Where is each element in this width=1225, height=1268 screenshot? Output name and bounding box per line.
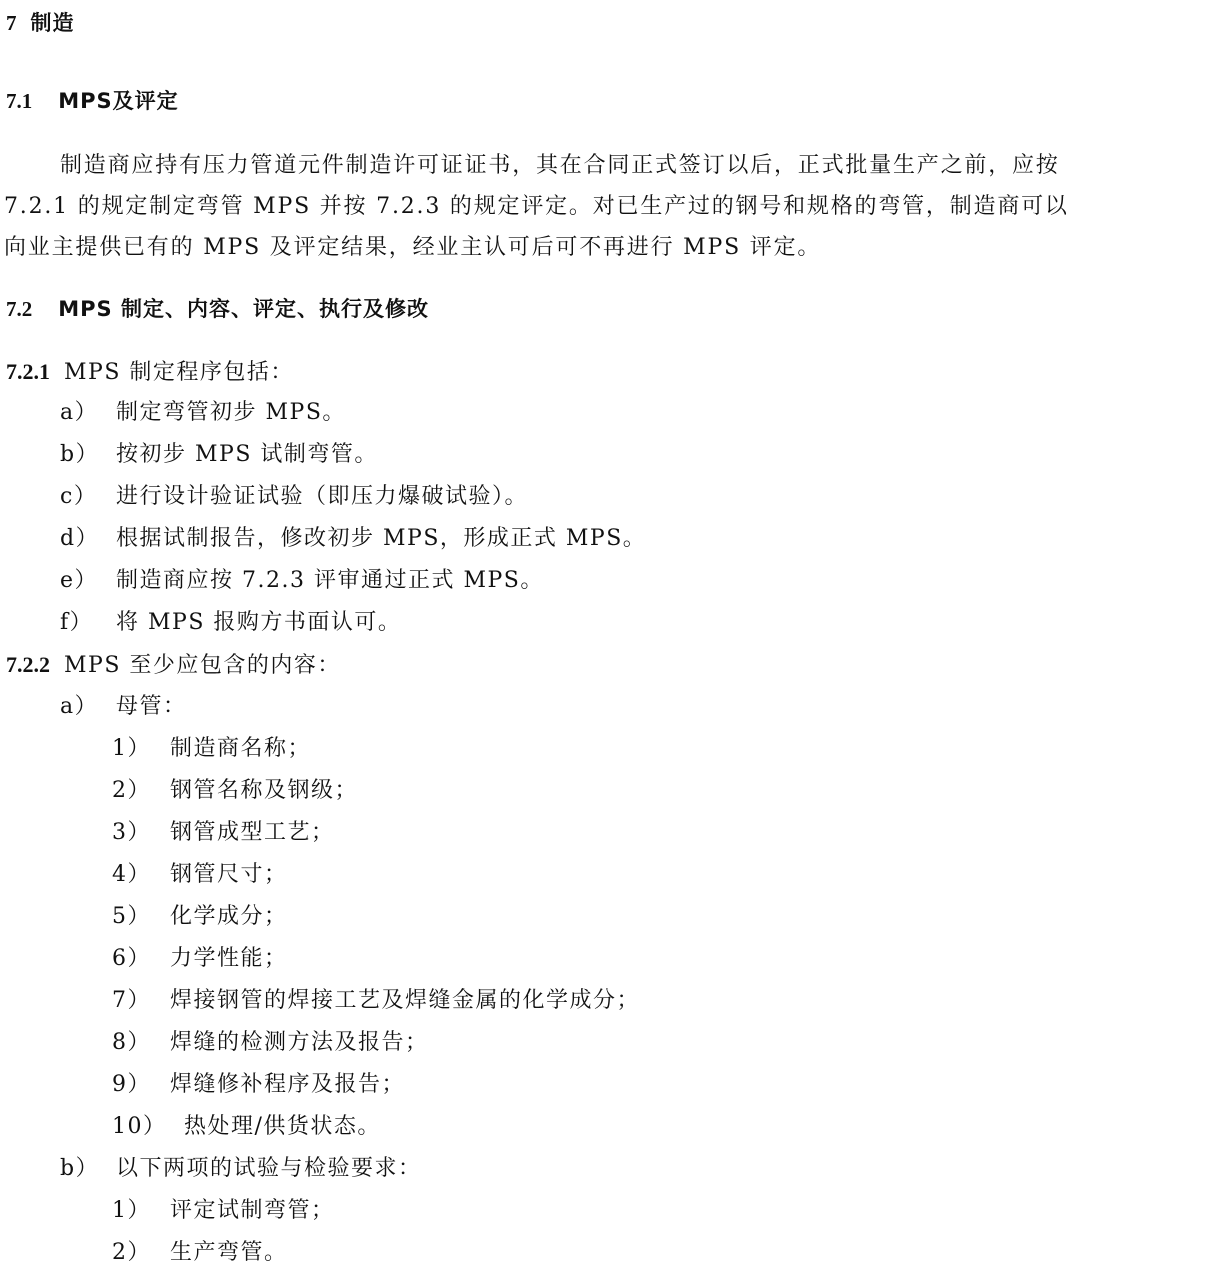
list-marker: a） bbox=[60, 400, 99, 425]
list-text: 力学性能； bbox=[170, 946, 288, 971]
list-text: 焊缝的检测方法及报告； bbox=[170, 1030, 429, 1055]
sub-list-item bbox=[112, 776, 358, 806]
section-title: MPS 制定、内容、评定、执行及修改 bbox=[58, 297, 429, 321]
list-marker: 1） bbox=[112, 1198, 151, 1223]
list-marker: 4） bbox=[112, 862, 151, 887]
sub-list-item bbox=[112, 860, 288, 890]
list-marker: 10） bbox=[112, 1114, 167, 1139]
list-text: 生产弯管。 bbox=[170, 1240, 288, 1265]
list-text: 焊接钢管的焊接工艺及焊缝金属的化学成分； bbox=[170, 988, 641, 1013]
paragraph-line: 7.2.1 的规定制定弯管 MPS 并按 7.2.3 的规定评定。对已生产过的钢号和规格的弯管，制造商可以 bbox=[4, 194, 1069, 219]
list-marker: 8） bbox=[112, 1030, 151, 1055]
list-text: 化学成分； bbox=[170, 904, 288, 929]
list-text: 根据试制报告，修改初步 MPS，形成正式 MPS。 bbox=[116, 526, 647, 551]
section-title: MPS及评定 bbox=[58, 89, 179, 113]
list-text: 钢管尺寸； bbox=[170, 862, 288, 887]
section-title: 制造 bbox=[30, 11, 75, 35]
section-number: 7 bbox=[6, 11, 17, 35]
list-text: 将 MPS 报购方书面认可。 bbox=[116, 610, 402, 635]
list-marker: 2） bbox=[112, 778, 151, 803]
list-text: 母管： bbox=[116, 694, 187, 719]
list-text: 钢管成型工艺； bbox=[170, 820, 335, 845]
sub-list-item bbox=[112, 1070, 405, 1100]
list-text: 制定弯管初步 MPS。 bbox=[116, 400, 346, 425]
list-marker: 1） bbox=[112, 736, 151, 761]
list-item bbox=[60, 692, 187, 722]
sub-list-item bbox=[112, 1196, 335, 1226]
list-marker: 6） bbox=[112, 946, 151, 971]
paragraph-line: 向业主提供已有的 MPS 及评定结果，经业主认可后可不再进行 MPS 评定。 bbox=[4, 235, 822, 260]
clause-7-2-2 bbox=[6, 650, 341, 681]
list-item bbox=[60, 398, 346, 428]
sub-list-item bbox=[112, 902, 288, 932]
list-text: 评定试制弯管； bbox=[170, 1198, 335, 1223]
clause-number: 7.2.2 bbox=[6, 652, 50, 677]
list-item bbox=[60, 524, 646, 554]
sub-list-item bbox=[112, 1238, 288, 1268]
list-text: 制造商名称； bbox=[170, 736, 312, 761]
list-marker: 5） bbox=[112, 904, 151, 929]
sub-list-item bbox=[112, 986, 640, 1016]
list-text: 进行设计验证试验（即压力爆破试验）。 bbox=[116, 484, 529, 509]
list-marker: 3） bbox=[112, 820, 151, 845]
sub-list-item bbox=[112, 1028, 429, 1058]
list-item bbox=[60, 566, 544, 596]
list-text: 按初步 MPS 试制弯管。 bbox=[116, 442, 378, 467]
list-text: 钢管名称及钢级； bbox=[170, 778, 359, 803]
sub-list-item bbox=[112, 944, 288, 974]
list-item bbox=[60, 608, 401, 638]
section-7-2-heading bbox=[6, 294, 429, 324]
list-marker: f） bbox=[60, 610, 94, 635]
list-marker: e） bbox=[60, 568, 99, 593]
sub-list-item bbox=[112, 818, 335, 848]
section-7-heading bbox=[6, 8, 75, 38]
list-marker: d） bbox=[60, 526, 100, 551]
paragraph-line: 制造商应持有压力管道元件制造许可证证书，其在合同正式签订以后，正式批量生产之前，应按 bbox=[60, 153, 1060, 178]
list-marker: b） bbox=[60, 1156, 100, 1181]
list-text: 制造商应按 7.2.3 评审通过正式 MPS。 bbox=[116, 568, 544, 593]
list-marker: 7） bbox=[112, 988, 151, 1013]
list-marker: c） bbox=[60, 484, 98, 509]
list-text: 焊缝修补程序及报告； bbox=[170, 1072, 406, 1097]
list-item bbox=[60, 1154, 422, 1184]
section-number: 7.2 bbox=[6, 297, 33, 321]
clause-text: MPS 制定程序包括： bbox=[64, 360, 294, 385]
clause-7-2-1 bbox=[6, 357, 294, 388]
list-marker: 9） bbox=[112, 1072, 151, 1097]
list-text: 以下两项的试验与检验要求： bbox=[116, 1156, 422, 1181]
section-number: 7.1 bbox=[6, 89, 33, 113]
list-marker: a） bbox=[60, 694, 99, 719]
list-marker: b） bbox=[60, 442, 100, 467]
list-text: 热处理/供货状态。 bbox=[184, 1114, 381, 1139]
list-marker: 2） bbox=[112, 1240, 151, 1265]
clause-number: 7.2.1 bbox=[6, 359, 50, 384]
list-item bbox=[60, 440, 378, 470]
sub-list-item bbox=[112, 734, 311, 764]
clause-text: MPS 至少应包含的内容： bbox=[64, 653, 341, 678]
list-item bbox=[60, 482, 528, 512]
section-7-1-heading bbox=[6, 86, 179, 116]
sub-list-item bbox=[112, 1112, 381, 1142]
